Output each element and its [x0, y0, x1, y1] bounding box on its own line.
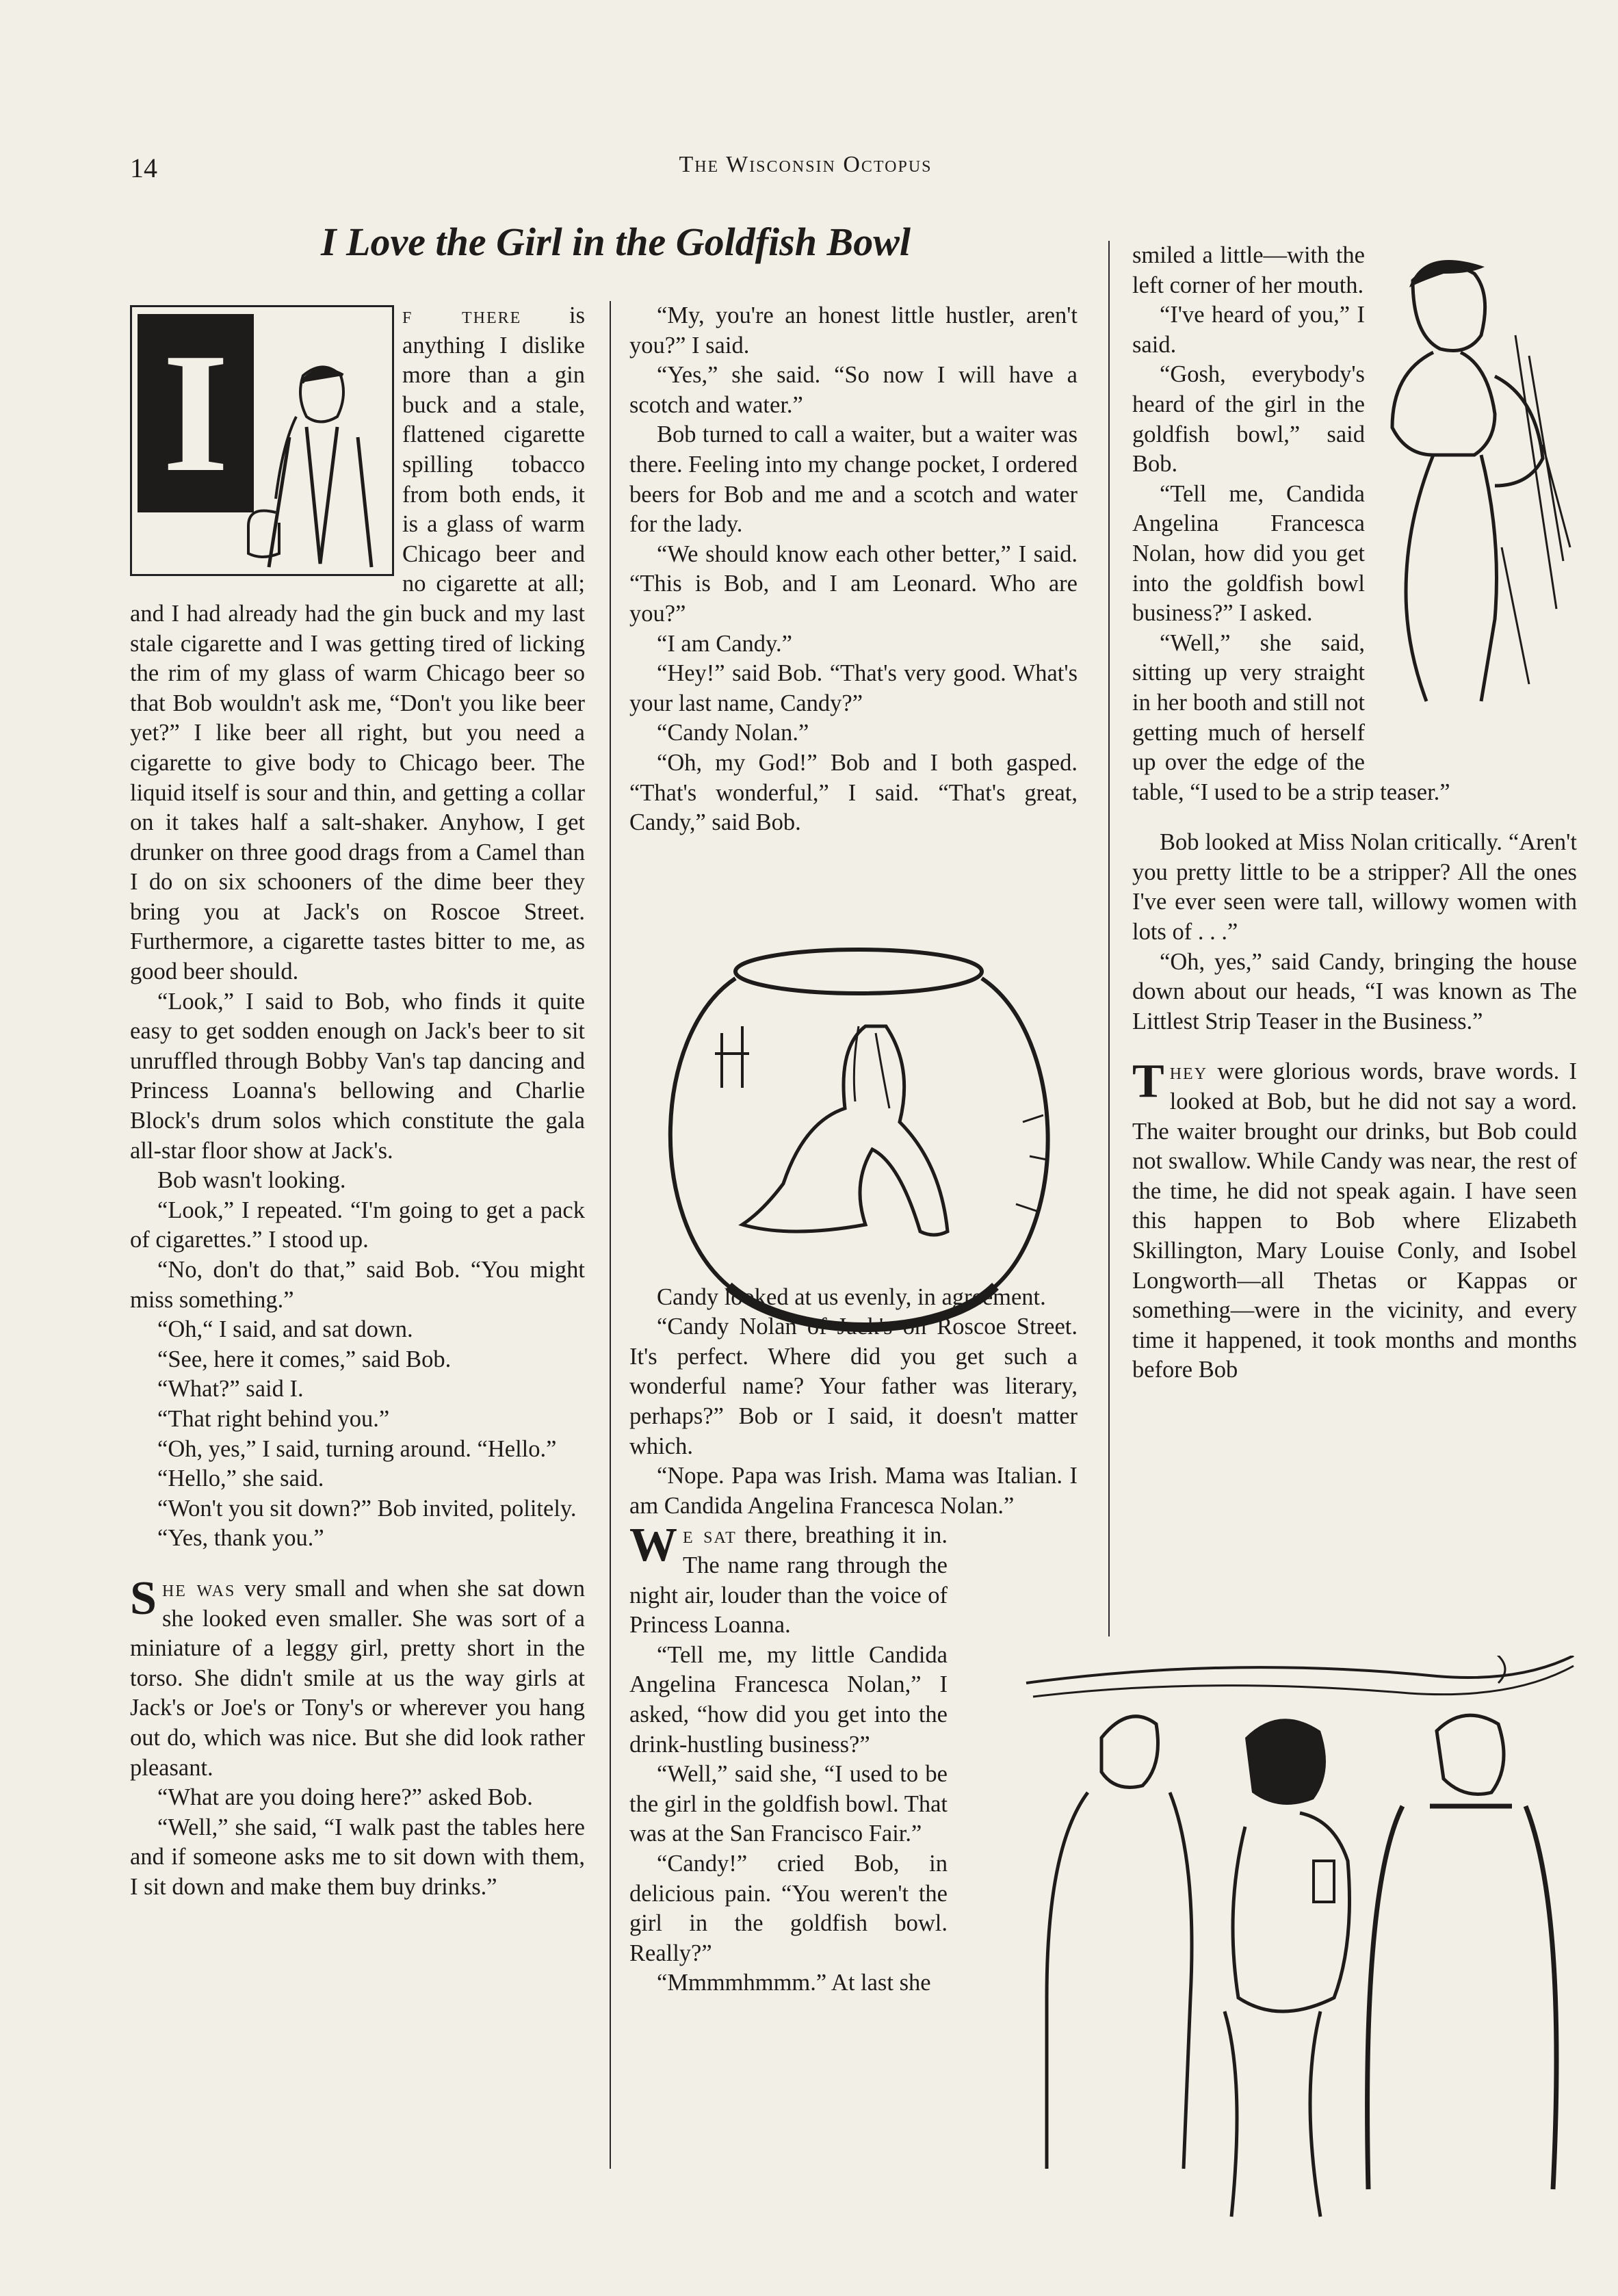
paragraph: “Candy Nolan.” — [657, 720, 809, 746]
paragraph — [629, 1521, 948, 1640]
paragraph: “No, don't do that,” said Bob. “You might miss something.” — [130, 1257, 585, 1313]
column-1 — [130, 301, 585, 2176]
paragraph: “Yes,” she said. “So now I will have a scotch and water.” — [629, 362, 1078, 418]
paragraph: “Hey!” said Bob. “That's very good. What's your last name, Candy?” — [629, 660, 1078, 716]
paragraph: “Oh,“ I said, and sat down. — [157, 1316, 413, 1343]
paragraph: “Candy Nolan of Jack's on Roscoe Street. It's perfect. Where did you get such a wonderful name? Your father was literary, perhaps?” Bob or I said, it doesn't matter which. — [629, 1314, 1078, 1459]
lead-in: hey — [1169, 1058, 1208, 1085]
girl-in-goldfish-bowl-illustration — [640, 930, 1084, 1361]
candy-strip-teaser-illustration — [1344, 239, 1584, 759]
dropcap-illustration — [130, 305, 394, 576]
paragraph — [1132, 1057, 1577, 1385]
paragraph-text: is anything I dislike more than a gin buck and a stale, flattened cigarette spilling tobacco from both ends, it is a glass of warm Chicago beer and no cigarette at all; and I had already had the gin buck and my last stale cigarette and I was getting tired of licking the rim of my glass of warm Chicago beer so that Bob wouldn't ask me, “Don't you like beer yet?” I like beer all right, but you need a cigarette to give body to Chicago beer. The liquid itself is sour and thin, and getting a collar on it takes half a salt-shaker. Anyhow, I get drunker on three good drags from a Camel than I do on six schooners of the dime beer they bring you at Jack's on Roscoe Street. Furthermore, a cigarette tastes bitter to me, as good beer should. — [130, 302, 585, 985]
paragraph: “I've heard of you,” I said. — [1132, 302, 1365, 358]
paragraph: “Tell me, my little Candida Angelina Francesca Nolan,” I asked, “how did you get into the drink-hustling business?” — [629, 1641, 948, 1758]
paragraph: “Nope. Papa was Irish. Mama was Italian. I am Candida Angelina Francesca Nolan.” — [629, 1463, 1078, 1519]
paragraph: smiled a little—with the left corner of her mouth. — [1132, 242, 1365, 298]
lead-in: f there — [402, 302, 522, 328]
paragraph: “I am Candy.” — [657, 630, 792, 657]
running-head: The Wisconsin Octopus — [679, 152, 932, 177]
bar-table-trio-illustration — [1019, 1656, 1594, 2258]
paragraph: “Hello,” she said. — [157, 1465, 324, 1492]
paragraph: “We should know each other better,” I said. “This is Bob, and I am Leonard. Who are you?” — [629, 540, 1078, 627]
paragraph: “Well,” she said, “I walk past the tables here and if someone asks me to sit down with them, I sit down and make them buy drinks.” — [130, 1814, 585, 1900]
paragraph: “Look,” I said to Bob, who finds it quite easy to get sodden enough on Jack's beer to sit unruffled through Bobby Van's tap dancing and Princess Loanna's bellowing and Charlie Block's drum solos which constitute the gala all-star floor show at Jack's. — [130, 988, 585, 1164]
paragraph: “Gosh, everybody's heard of the girl in the goldfish bowl,” said Bob. — [1132, 361, 1365, 478]
paragraph: “Won't you sit down?” Bob invited, politely. — [157, 1495, 577, 1522]
paragraph: “Well,” she said, sitting up very straight in her booth and still not getting much of herself up over the edge of the table, “I used to be a strip teaser.” — [1132, 629, 1450, 805]
section-initial: W — [629, 1519, 677, 1572]
paragraph: “Look,” I repeated. “I'm going to get a pack of cigarettes.” I stood up. — [130, 1197, 585, 1253]
page-number: 14 — [130, 153, 157, 183]
paragraph: Bob looked at Miss Nolan critically. “Aren't you pretty little to be a stripper? All the ones I've ever seen were tall, willowy women with lots of . . .” — [1132, 829, 1577, 945]
paragraph-text: very small and when she sat down she looked even smaller. She was sort of a miniature of a leggy girl, pretty short in the torso. She didn't smile at us the way girls at Jack's or Joe's or Tony's or wherever you hang out do, which was nice. But she did look rather pleasant. — [130, 1575, 585, 1781]
column-rule — [610, 301, 611, 2169]
paragraph-text: there, breathing it in. The name rang through the night air, louder than the voice of Princess Loanna. — [629, 1522, 948, 1639]
paragraph — [130, 1571, 585, 1783]
paragraph: “Oh, yes,” said Candy, bringing the house down about our heads, “I was known as The Littlest Strip Teaser in the Business.” — [1132, 948, 1577, 1034]
paragraph: “What are you doing here?” asked Bob. — [157, 1784, 533, 1811]
article-title: I Love the Girl in the Goldfish Bowl — [320, 220, 911, 264]
paragraph: “What?” said I. — [157, 1376, 304, 1403]
section-initial: T — [1132, 1055, 1164, 1108]
paragraph: “Oh, yes,” I said, turning around. “Hello.” — [157, 1435, 557, 1462]
paragraph: “Mmmmhmmm.” At last she — [657, 1970, 931, 1996]
lead-in: he was — [161, 1575, 236, 1602]
section-initial: S — [130, 1571, 157, 1625]
paragraph-text: were glorious words, brave words. I looked at Bob, but he did not say a word. The waiter brought our drinks, but Bob could not swallow. While Candy was near, the rest of the time, he did not speak again. I have seen this happen to Bob where Elizabeth Skillington, Mary Louise Conly, and Isobel Longworth—all Thetas or Kappas or something—were in the vicinity, and every time it happened, it took months and months before Bob — [1132, 1058, 1577, 1383]
paragraph: “Oh, my God!” Bob and I both gasped. “That's wonderful,” I said. “That's great, Candy,” said Bob. — [629, 749, 1078, 836]
paragraph: “My, you're an honest little hustler, aren't you?” I said. — [629, 302, 1078, 358]
lead-in: e sat — [683, 1522, 737, 1549]
column-rule — [1108, 241, 1110, 1636]
paragraph: “See, here it comes,” said Bob. — [157, 1346, 452, 1372]
paragraph: “Yes, thank you.” — [157, 1525, 324, 1552]
paragraph: Bob turned to call a waiter, but a waiter was there. Feeling into my change pocket, I ordered beers for Bob and me and a scotch and water for the lady. — [629, 421, 1078, 538]
paragraph: Candy looked at us evenly, in agreement. — [657, 1283, 1046, 1310]
paragraph: “That right behind you.” — [157, 1405, 390, 1432]
paragraph: “Candy!” cried Bob, in delicious pain. “You weren't the girl in the goldfish bowl. Really?” — [629, 1850, 948, 1966]
paragraph: “Well,” said she, “I used to be the girl in the goldfish bowl. That was at the San Francisco Fair.” — [629, 1761, 948, 1847]
page-header — [130, 152, 1481, 193]
paragraph: Bob wasn't looking. — [157, 1167, 346, 1194]
dropcap-letter: I — [138, 314, 254, 512]
paragraph: “Tell me, Candida Angelina Francesca Nolan, how did you get into the goldfish bowl business?” I asked. — [1132, 480, 1365, 627]
